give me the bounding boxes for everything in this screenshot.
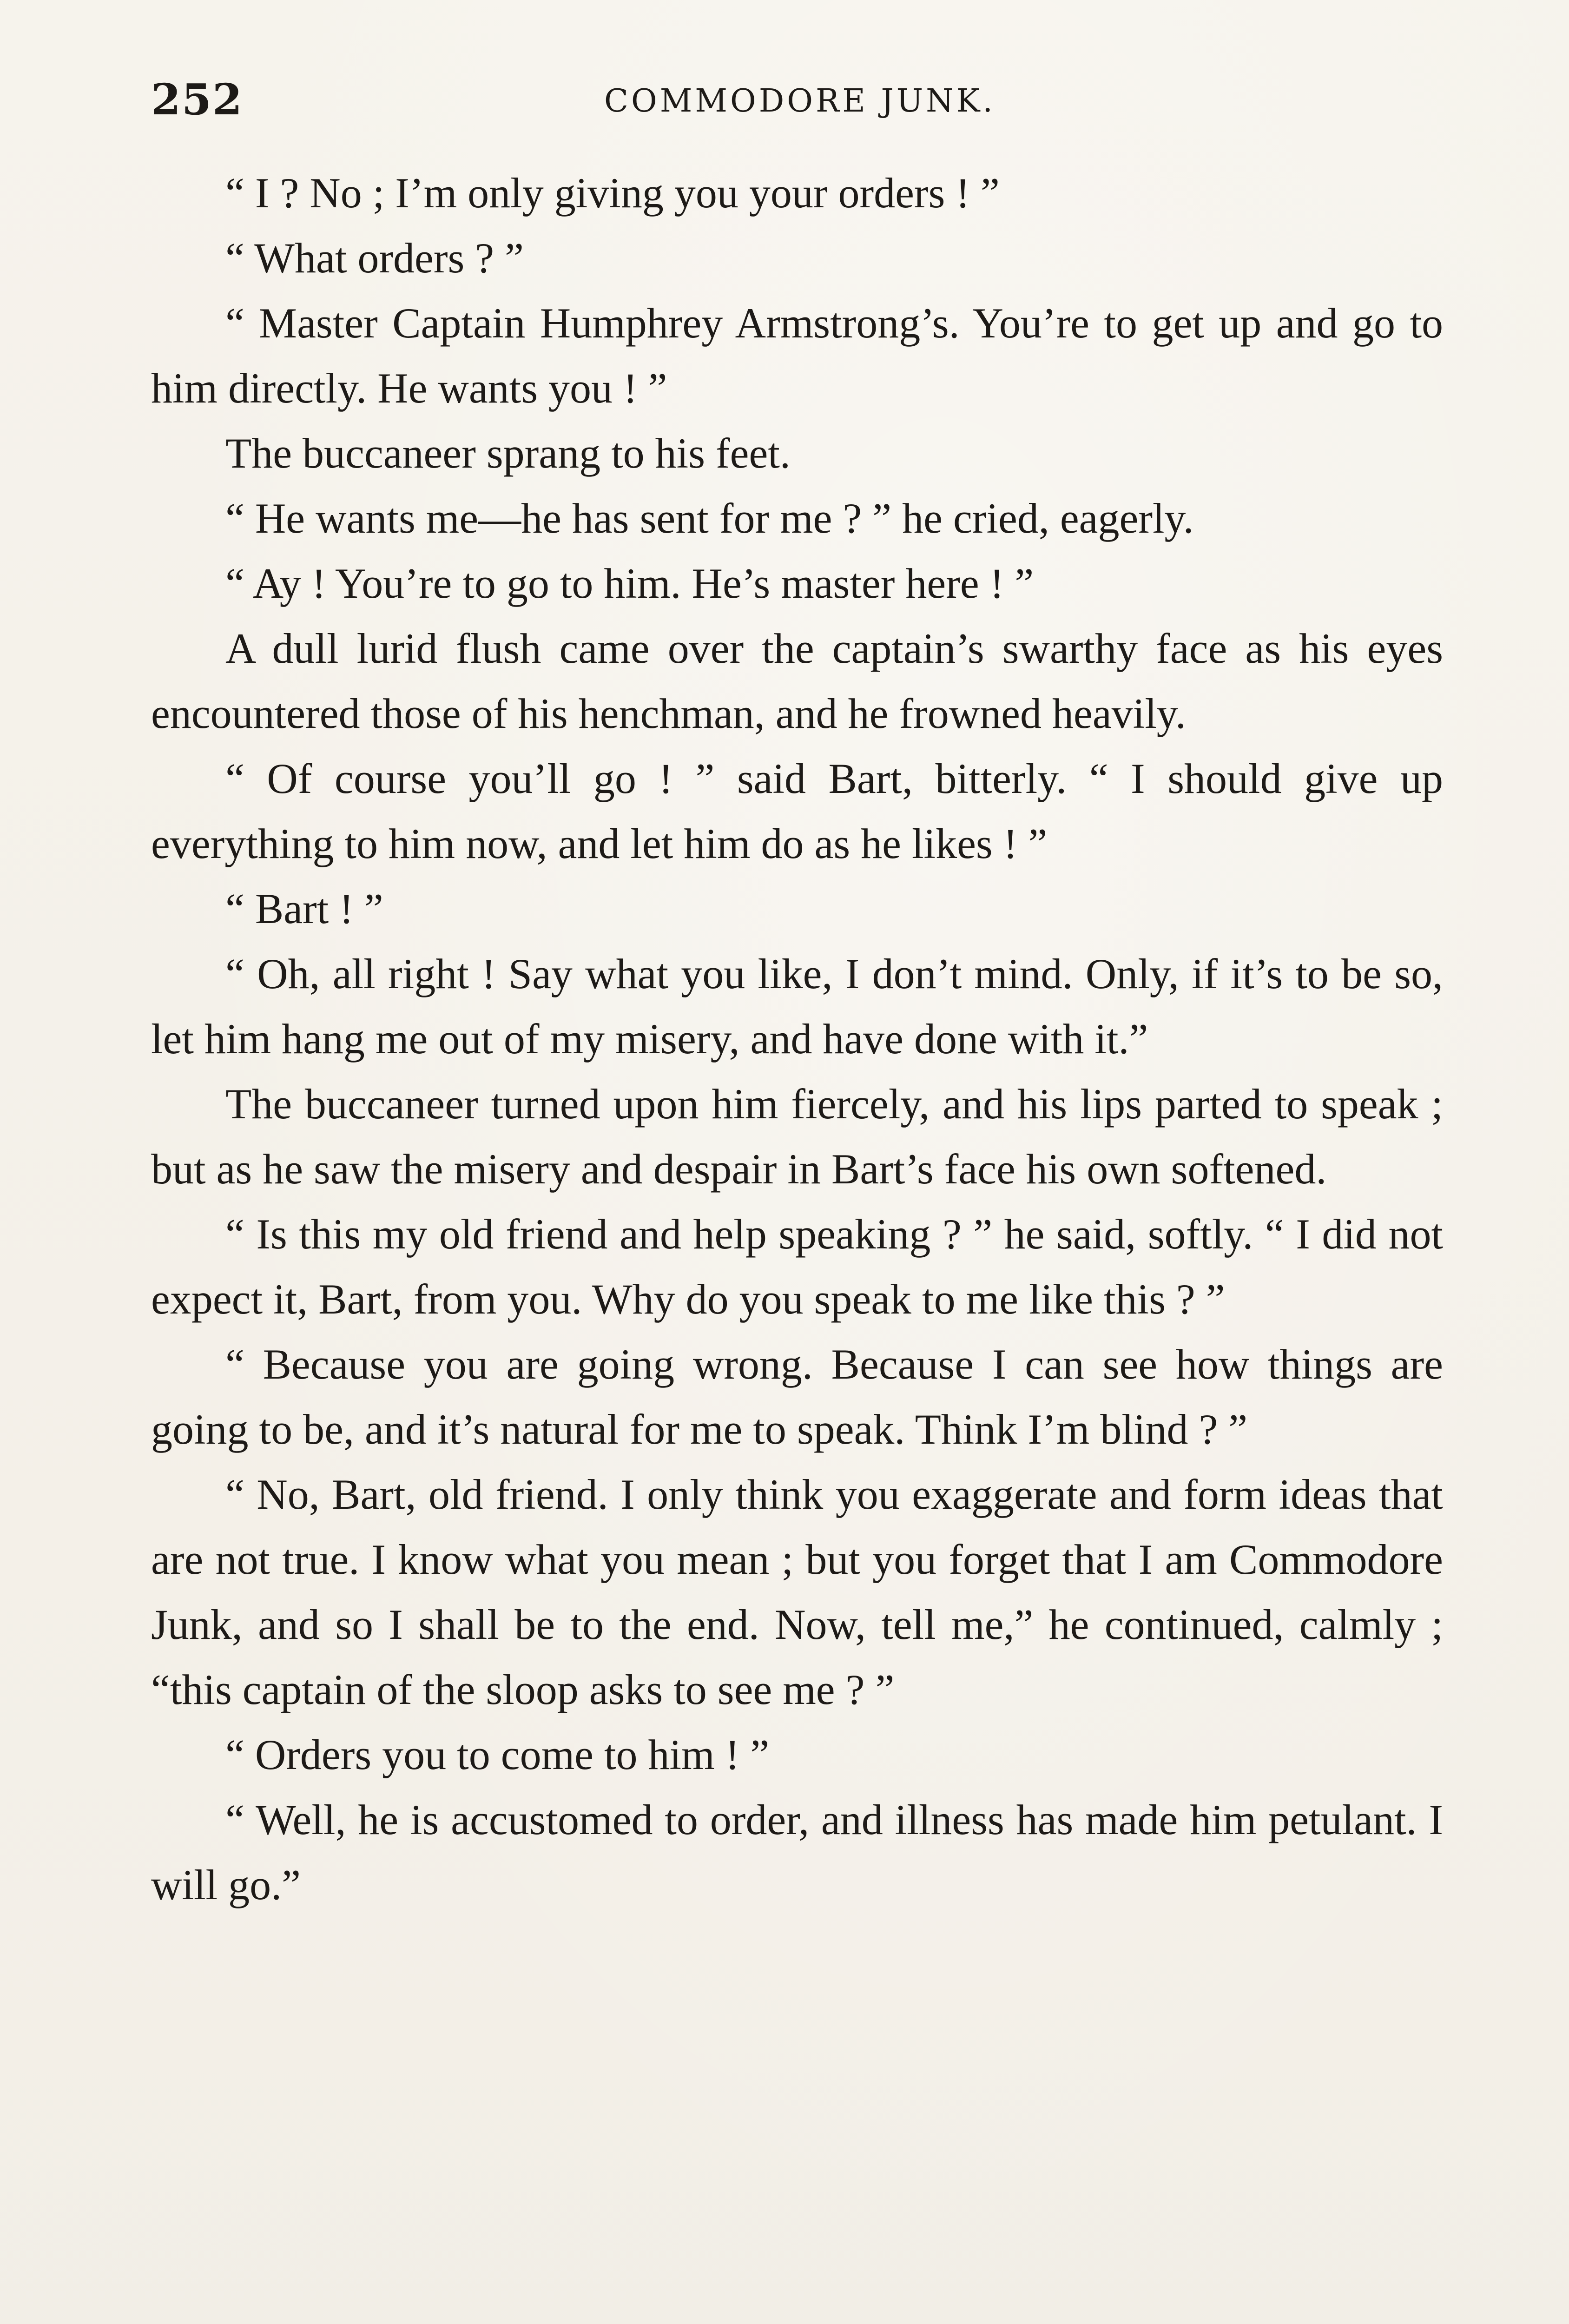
page-number: 252 — [151, 74, 244, 125]
paragraph: The buccaneer sprang to his feet. — [225, 429, 791, 477]
running-head: COMMODORE JUNK. — [604, 83, 995, 119]
paragraph: “ No, Bart, old friend. I only think you exaggerate and form ideas that are not true. I know what you mean ; but you forget that I am Commodore Junk, and so I shall be to the end. Now, tell me,” he continued, calmly ; “this captain of the sloop asks to see me ? ” — [151, 1471, 1443, 1713]
paragraph: “ Master Captain Humphrey Armstrong’s. You’re to get up and go to him directly. He wants you ! ” — [151, 299, 1443, 412]
paragraph: “ Ay ! You’re to go to him. He’s master here ! ” — [225, 560, 1034, 607]
paragraph: “ Is this my old friend and help speaking ? ” he said, softly. “ I did not expect it, Bart, from you. Why do you speak to me like this ? ” — [151, 1210, 1443, 1323]
paragraph: “ He wants me—he has sent for me ? ” he cried, eagerly. — [225, 495, 1194, 542]
paragraph: “ Of course you’ll go ! ” said Bart, bitterly. “ I should give up everything to him now, and let him do as he likes ! ” — [151, 755, 1443, 867]
paragraph: The buccaneer turned upon him fiercely, and his lips parted to speak ; but as he saw the misery and despair in Bart’s face his own softened. — [151, 1080, 1443, 1193]
paragraph: “ Oh, all right ! Say what you like, I don’t mind. Only, if it’s to be so, let him hang me out of my misery, and have done with it.” — [151, 950, 1443, 1063]
paragraph: “ What orders ? ” — [225, 234, 524, 282]
body-text — [151, 160, 1443, 1917]
paragraph: “ I ? No ; I’m only giving you your orders ! ” — [225, 169, 1000, 217]
paragraph: “ Bart ! ” — [225, 885, 383, 932]
paragraph: “ Because you are going wrong. Because I can see how things are going to be, and it’s natural for me to speak. Think I’m blind ? ” — [151, 1340, 1443, 1453]
page-header — [151, 70, 1443, 130]
paragraph: “ Orders you to come to him ! ” — [225, 1731, 770, 1778]
paragraph: A dull lurid flush came over the captain’s swarthy face as his eyes encountered those of his henchman, and he frowned heavily. — [151, 625, 1443, 737]
paragraph: “ Well, he is accustomed to order, and illness has made him petulant. I will go.” — [151, 1796, 1443, 1908]
